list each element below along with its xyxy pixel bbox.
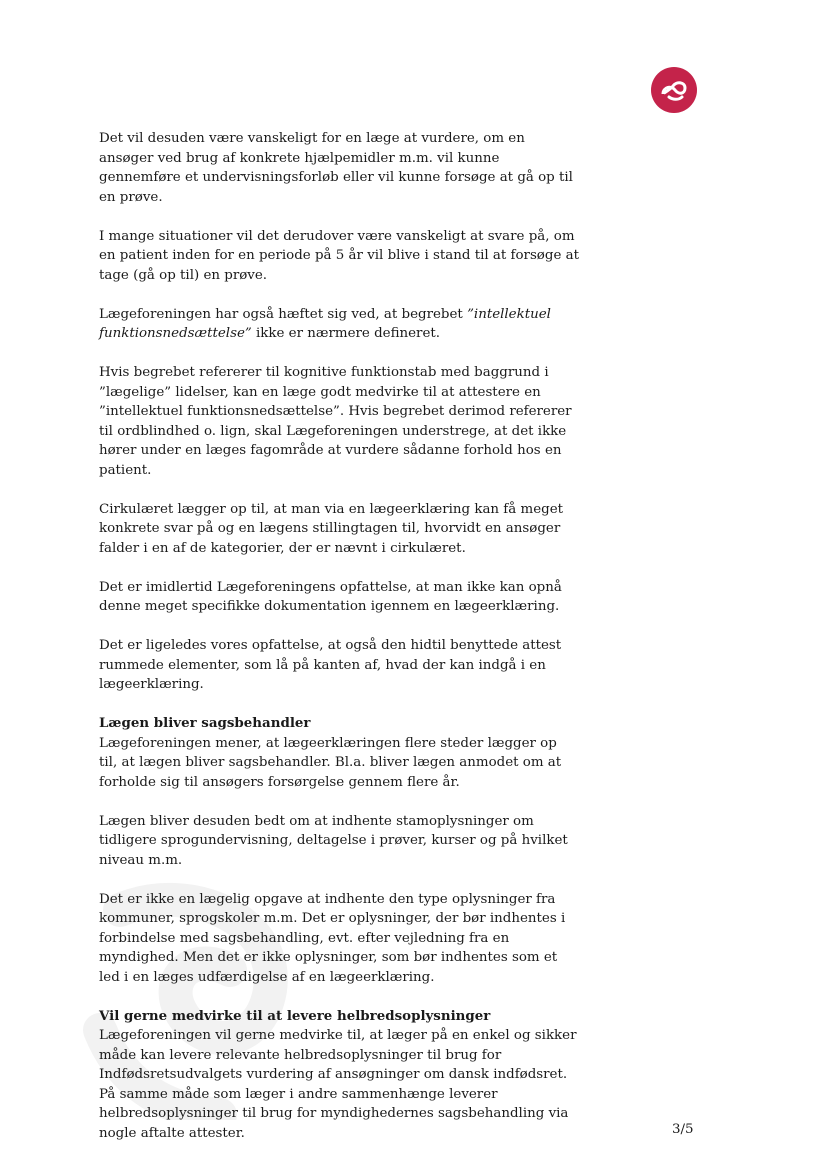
paragraph: [99, 305, 579, 344]
section-heading: Lægen bliver sagsbehandler: [99, 715, 311, 731]
paragraph: Det er imidlertid Lægeforeningens opfattelse, at man ikke kan opnå denne meget specifikke dokumentation igennem en lægeerklæring.: [99, 579, 562, 614]
section-heading: Vil gerne medvirke til at levere helbredsoplysninger: [99, 1007, 491, 1024]
paragraph: Det er ikke en lægelig opgave at indhente den type oplysninger fra kommuner, sprogskoler m.m. Det er oplysninger, der bør indhentes i forbindelse med sagsbehandling, evt. efter vejledning fra en myndighed. Men det er ikke oplysninger, som bør indhentes som et led i en læges udfærdigelse af en lægeerklæring.: [99, 891, 566, 985]
page-number: 3/5: [672, 1122, 694, 1137]
paragraph: Hvis begrebet refererer til kognitive funktionstab med baggrund i ”lægelige” lidelser, kan en læge godt medvirke til at attestere en ”intellektuel funktionsnedsættelse”. Hvis begrebet derimod refererer til ordblindhed o. lign, skal Lægeforeningen understrege, at det ikke hører under en læges fagområde at vurdere sådanne forhold hos en patient.: [99, 365, 572, 478]
document-body: [99, 129, 579, 1163]
paragraph: Det vil desuden være vanskeligt for en læge at vurdere, om en ansøger ved brug af konkrete hjælpemidler m.m. vil kunne gennemføre et undervisningsforløb eller vil kunne forsøge at gå op til en prøve.: [99, 131, 573, 205]
paragraph-text: Lægeforeningen har også hæftet sig ved, at begrebet: [99, 306, 468, 322]
logo-mark: [651, 67, 697, 113]
paragraph: Lægeforeningen vil gerne medvirke til, at læger på en enkel og sikker måde kan levere relevante helbredsoplysninger til brug for Indfødsretsudvalgets vurdering af ansøgninger om dansk indfødsret. På samme måde som læger i andre sammenhænge leverer helbredsoplysninger til brug for myndighedernes sagsbehandling via nogle aftalte attester.: [99, 1028, 577, 1141]
paragraph-text: ikke er nærmere defineret.: [251, 326, 441, 341]
emphasized-term: ”intellektuel funktionsnedsættelse”: [99, 306, 551, 341]
paragraph: Cirkulæret lægger op til, at man via en lægeerklæring kan få meget konkrete svar på og en lægens stillingtagen til, hvorvidt en ansøger falder i en af de kategorier, der er nævnt i cirkulæret.: [99, 501, 564, 556]
paragraph: I mange situationer vil det derudover være vanskeligt at svare på, om en patient inden for en periode på 5 år vil blive i stand til at forsøge at tage (gå op til) en prøve.: [99, 228, 579, 283]
paragraph: Lægeforeningen mener, at lægeerklæringen flere steder lægger op til, at lægen bliver sagsbehandler. Bl.a. bliver lægen anmodet om at forholde sig til ansøgers forsørgelse gennem flere år.: [99, 735, 562, 790]
laegeforeningen-logo-icon: [651, 67, 697, 113]
paragraph: Lægen bliver desuden bedt om at indhente stamoplysninger om tidligere sprogundervisning, deltagelse i prøver, kurser og på hvilket niveau m.m.: [99, 813, 568, 868]
paragraph: Det er ligeledes vores opfattelse, at også den hidtil benyttede attest rummede elementer, som lå på kanten af, hvad der kan indgå i en lægeerklæring.: [99, 638, 562, 692]
